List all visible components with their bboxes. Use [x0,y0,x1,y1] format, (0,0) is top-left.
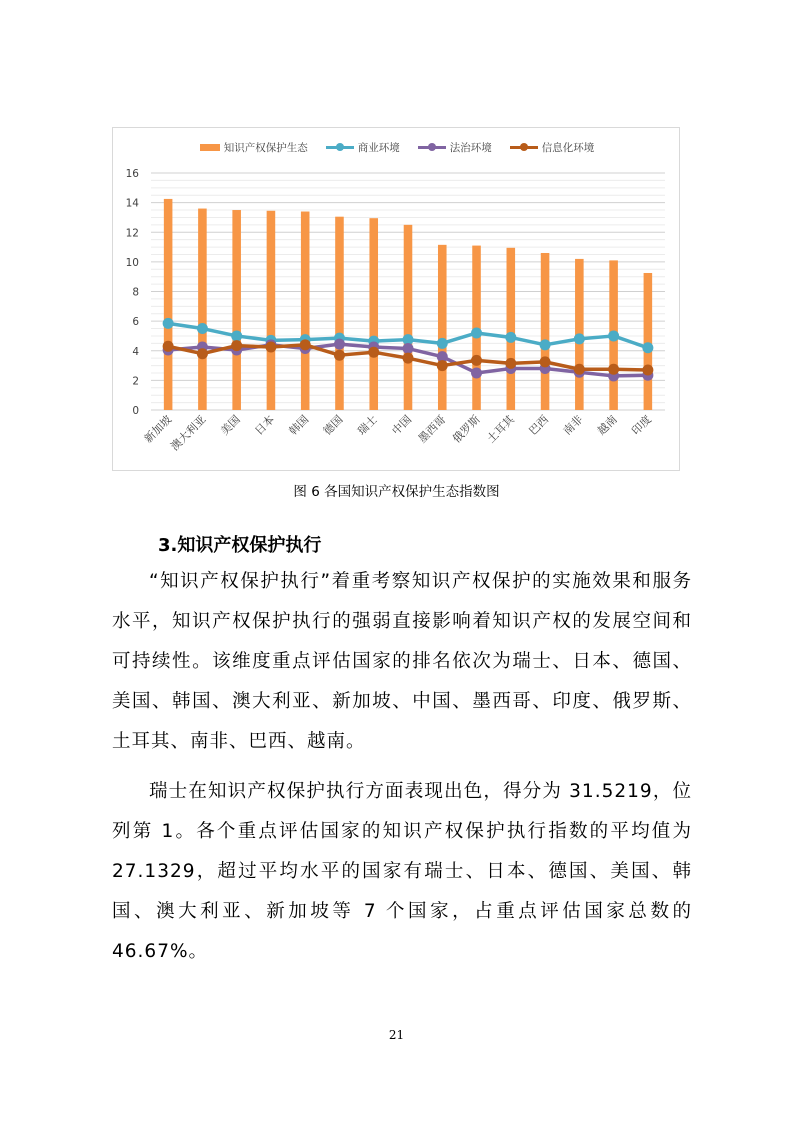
series-point [608,330,619,341]
y-tick-label: 0 [132,405,139,417]
x-tick-label: 越南 [594,412,620,438]
legend-label: 知识产权保护生态 [223,142,308,154]
series-point [334,350,345,361]
bar [438,245,447,410]
series-point [540,339,551,350]
x-tick-label: 印度 [629,412,654,438]
x-tick-label: 美国 [218,412,243,438]
x-tick-label: 瑞士 [355,412,380,438]
series-point [642,342,653,353]
x-tick-label: 中国 [389,412,415,438]
paragraph-1: “知识产权保护执行”着重考察知识产权保护的实施效果和服务水平，知识产权保护执行的强弱直接影响着知识产权的发展空间和可持续性。该维度重点评估国家的排名依次为瑞士、日本、德国、美国、韩国、澳大利亚、新加坡、中国、墨西哥、印度、俄罗斯、土耳其、南非、巴西、越南。 [112,571,692,752]
x-tick-label: 南非 [560,412,586,438]
y-tick-label: 12 [125,227,139,240]
chart-plot [113,128,679,470]
series-point [505,358,516,369]
series-point [197,348,208,359]
series-point [231,330,242,341]
bar [301,212,310,410]
y-tick-label: 14 [125,197,139,210]
series-point [505,332,516,343]
bar [404,225,413,410]
paragraph-2: 瑞士在知识产权保护执行方面表现出色，得分为 31.5219，位列第 1。各个重点评估国家的知识产权保护执行指数的平均值为 27.1329，超过平均水平的国家有瑞士、日本、德国、美国、韩国、澳大利亚、新加坡等 7 个国家，占重点评估国家总数的 46.67%。 [112,781,692,962]
x-tick-label: 德国 [320,412,346,438]
series-point [437,360,448,371]
section-heading: 3.知识产权保护执行 [158,535,322,556]
bar [232,210,241,410]
legend-label: 信息化环境 [541,142,595,154]
bar [369,218,378,410]
x-tick-label: 韩国 [286,412,312,438]
series-point [471,355,482,366]
x-tick-label: 澳大利亚 [168,412,209,454]
x-tick-label: 墨西哥 [415,412,449,446]
series-point [471,327,482,338]
series-point [368,347,379,358]
y-tick-label: 10 [125,256,139,269]
bar [198,209,207,410]
series-point [471,367,482,378]
legend-label: 法治环境 [449,142,492,154]
bar [541,253,550,410]
series-point [574,333,585,344]
series-point [231,340,242,351]
series-point [163,341,174,352]
series-point [403,343,414,354]
y-tick-label: 2 [132,375,139,388]
bar [644,273,653,410]
y-tick-label: 16 [125,168,139,180]
legend-label: 商业环境 [357,142,400,154]
series-point [574,364,585,375]
x-tick-label: 俄罗斯 [450,412,483,446]
x-tick-label: 巴西 [526,412,552,438]
y-tick-label: 6 [132,316,139,329]
y-tick-label: 8 [132,286,139,299]
series-point [437,338,448,349]
series-point [540,356,551,367]
x-tick-label: 新加坡 [141,412,175,446]
bar [267,211,276,410]
chart-container [112,127,680,471]
bar [335,217,344,410]
y-tick-label: 4 [132,345,139,358]
series-point [642,365,653,376]
series-point [403,353,414,364]
series-point [265,342,276,353]
series-point [197,323,208,334]
series-point [163,318,174,329]
x-tick-label: 土耳其 [484,412,517,446]
series-point [300,339,311,350]
series-point [334,339,345,350]
series-point [608,364,619,375]
bar [164,199,173,410]
x-tick-label: 日本 [252,412,278,438]
figure-caption: 图 6 各国知识产权保护生态指数图 [293,484,500,500]
bar [507,248,516,410]
page-number: 21 [388,1028,405,1042]
